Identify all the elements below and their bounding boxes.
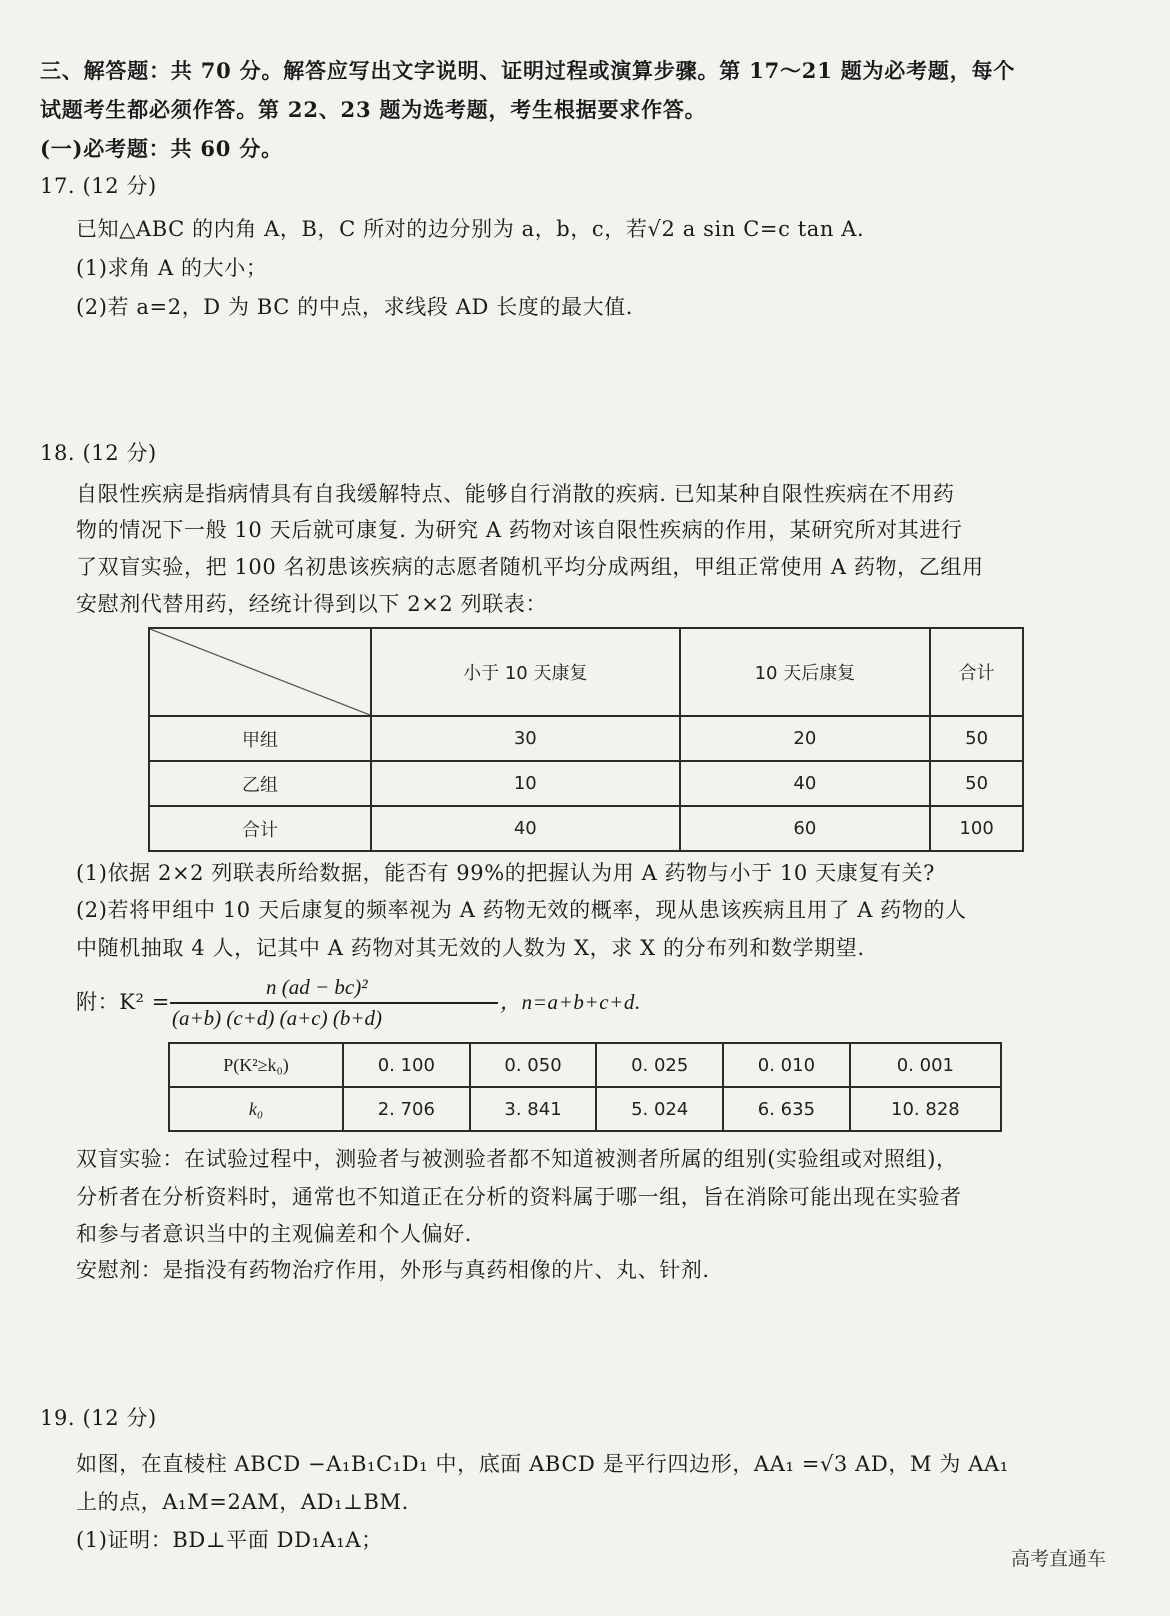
- note-placebo: 安慰剂：是指没有药物治疗作用，外形与真药相像的片、丸、针剂.: [76, 1258, 710, 1282]
- table-cell: 0. 001: [850, 1043, 1001, 1087]
- table-cell: 10: [371, 761, 680, 806]
- table-cell: 50: [930, 761, 1023, 806]
- table-cell: 0. 050: [470, 1043, 597, 1087]
- q19-number: 19. (12 分): [40, 1406, 157, 1430]
- section-heading-line2: 试题考生都必须作答。第 22、23 题为选考题，考生根据要求作答。: [40, 97, 707, 122]
- table-row: [149, 806, 1023, 851]
- table-row: [169, 1043, 1001, 1087]
- table-row-label: k₀: [169, 1087, 343, 1131]
- table-row: [149, 761, 1023, 806]
- contingency-table: [148, 627, 1024, 852]
- table-row-label: 乙组: [149, 761, 371, 806]
- table-header-row: [149, 628, 1023, 716]
- critical-value-table: [168, 1042, 1002, 1132]
- table-row-label: 甲组: [149, 716, 371, 761]
- q17-part1: (1)求角 A 的大小；: [76, 256, 268, 280]
- table-cell: 20: [680, 716, 931, 761]
- section-subheading: (一)必考题：共 60 分。: [40, 136, 283, 161]
- note-double-blind-line1: 双盲实验：在试验过程中，测验者与被测验者都不知道被测者所属的组别(实验组或对照组)，: [76, 1147, 958, 1171]
- table-cell: 30: [371, 716, 680, 761]
- q18-number: 18. (12 分): [40, 441, 157, 465]
- table-corner-cell: [149, 628, 371, 716]
- table-cell: 2. 706: [343, 1087, 470, 1131]
- formula-prefix: 附：K² =: [76, 990, 170, 1014]
- table-cell: 100: [930, 806, 1023, 851]
- q18-part2-line2: 中随机抽取 4 人，记其中 A 药物对其无效的人数为 X，求 X 的分布列和数学期望.: [76, 936, 865, 960]
- table-cell: 0. 100: [343, 1043, 470, 1087]
- formula-denominator: (a+b) (c+d) (a+c) (b+d): [172, 1006, 383, 1030]
- q19-part1: (1)证明：BD⊥平面 DD₁A₁A；: [76, 1528, 383, 1552]
- table-cell: 5. 024: [596, 1087, 723, 1131]
- table-cell: 0. 010: [723, 1043, 850, 1087]
- q17-part2: (2)若 a=2，D 为 BC 的中点，求线段 AD 长度的最大值.: [76, 295, 634, 319]
- q17-stem: 已知△ABC 的内角 A，B，C 所对的边分别为 a，b，c，若√2 a sin C=c tan A.: [76, 217, 865, 241]
- formula-suffix: ，n=a+b+c+d.: [500, 990, 641, 1014]
- q18-stem-line3: 了双盲实验，把 100 名初患该疾病的志愿者随机平均分成两组，甲组正常使用 A 药物，乙组用: [76, 555, 984, 579]
- q17-number: 17. (12 分): [40, 174, 157, 198]
- table-cell: 6. 635: [723, 1087, 850, 1131]
- q18-stem-line4: 安慰剂代替用药，经统计得到以下 2×2 列联表：: [76, 592, 548, 616]
- table-cell: 3. 841: [470, 1087, 597, 1131]
- fraction-bar: [170, 1002, 498, 1004]
- table-cell: 40: [371, 806, 680, 851]
- table-cell: 10. 828: [850, 1087, 1001, 1131]
- table-cell: 0. 025: [596, 1043, 723, 1087]
- q18-stem-line2: 物的情况下一般 10 天后就可康复. 为研究 A 药物对该自限性疾病的作用，某研究所对其进行: [76, 518, 963, 542]
- q19-stem-line1: 如图，在直棱柱 ABCD −A₁B₁C₁D₁ 中，底面 ABCD 是平行四边形，AA₁ =√3 AD，M 为 AA₁: [76, 1452, 1009, 1476]
- table-row: [149, 716, 1023, 761]
- section-heading-line1: 三、解答题：共 70 分。解答应写出文字说明、证明过程或演算步骤。第 17～21 题为必考题，每个: [40, 58, 1016, 83]
- q18-part1: (1)依据 2×2 列联表所给数据，能否有 99%的把握认为用 A 药物与小于 10 天康复有关?: [76, 861, 936, 885]
- q18-stem-line1: 自限性疾病是指病情具有自我缓解特点、能够自行消散的疾病. 已知某种自限性疾病在不用药: [76, 482, 955, 506]
- note-double-blind-line2: 分析者在分析资料时，通常也不知道正在分析的资料属于哪一组，旨在消除可能出现在实验者: [76, 1185, 962, 1209]
- table-cell: 50: [930, 716, 1023, 761]
- formula-numerator: n (ad − bc)²: [266, 975, 368, 999]
- table-header-cell: 合计: [930, 628, 1023, 716]
- table-header-cell: 小于 10 天康复: [371, 628, 680, 716]
- table-row: [169, 1087, 1001, 1131]
- table-row-label: 合计: [149, 806, 371, 851]
- watermark-label: 高考直通车: [1010, 1548, 1106, 1570]
- q19-stem-line2: 上的点，A₁M=2AM，AD₁⊥BM.: [76, 1490, 409, 1514]
- table-cell: 60: [680, 806, 931, 851]
- table-row-label: P(K²≥k₀): [169, 1043, 343, 1087]
- q18-part2-line1: (2)若将甲组中 10 天后康复的频率视为 A 药物无效的概率，现从患该疾病且用了 A 药物的人: [76, 898, 967, 922]
- table-cell: 40: [680, 761, 931, 806]
- note-double-blind-line3: 和参与者意识当中的主观偏差和个人偏好.: [76, 1222, 473, 1246]
- table-header-cell: 10 天后康复: [680, 628, 931, 716]
